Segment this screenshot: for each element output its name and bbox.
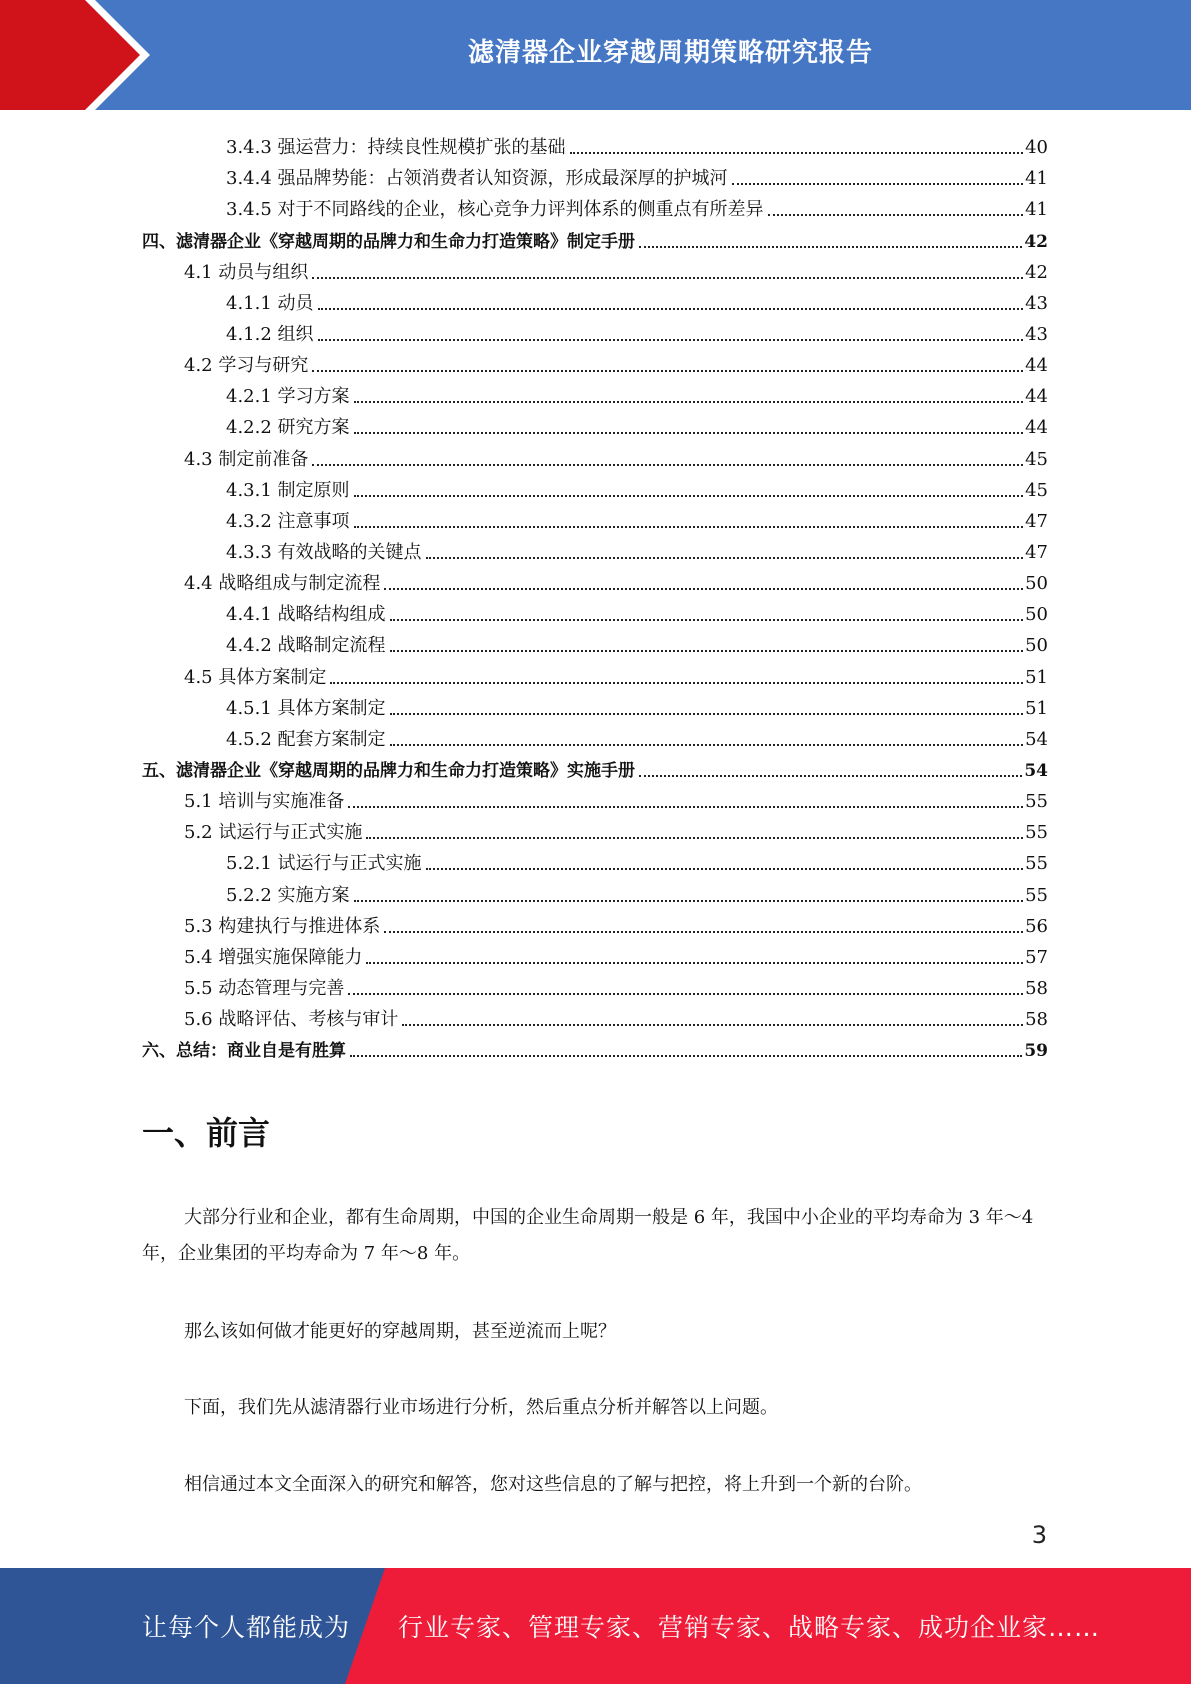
- toc-entry-page: 58: [1025, 1009, 1048, 1031]
- toc-entry[interactable]: [142, 907, 1048, 938]
- toc-entry-page: 42: [1024, 231, 1048, 252]
- toc-entry[interactable]: [142, 315, 1048, 346]
- toc-entry[interactable]: [142, 1000, 1048, 1031]
- header-arrow-decoration: [0, 0, 150, 110]
- toc-entry[interactable]: [142, 128, 1048, 159]
- toc-entry-page: 57: [1025, 946, 1048, 968]
- toc-entry-title: 5.2.2 实施方案: [226, 884, 350, 906]
- toc-dot-leader: [426, 557, 1024, 559]
- toc-entry-title: 4.4.1 战略结构组成: [226, 604, 386, 626]
- toc-dot-leader: [312, 464, 1023, 466]
- toc-entry-title: 3.4.5 对于不同路线的企业，核心竞争力评判体系的侧重点有所差异: [226, 199, 764, 221]
- toc-entry[interactable]: [142, 346, 1048, 377]
- toc-entry-title: 五、滤清器企业《穿越周期的品牌力和生命力打造策略》实施手册: [142, 760, 635, 781]
- toc-entry[interactable]: [142, 253, 1048, 284]
- toc-entry-title: 3.4.3 强运营力：持续良性规模扩张的基础: [226, 137, 566, 159]
- toc-dot-leader: [390, 650, 1024, 652]
- toc-entry-page: 51: [1025, 666, 1048, 688]
- toc-entry-title: 5.5 动态管理与完善: [184, 977, 345, 999]
- toc-dot-leader: [366, 837, 1023, 839]
- toc-entry-title: 六、总结：商业自是有胜算: [142, 1041, 346, 1062]
- toc-entry-title: 4.5.2 配套方案制定: [226, 728, 386, 750]
- toc-entry-page: 43: [1025, 323, 1048, 345]
- toc-entry-page: 55: [1025, 884, 1048, 906]
- toc-entry-page: 41: [1025, 168, 1048, 190]
- toc-entry[interactable]: [142, 969, 1048, 1000]
- toc-dot-leader: [426, 868, 1024, 870]
- toc-entry[interactable]: [142, 533, 1048, 564]
- toc-entry-page: 47: [1025, 541, 1048, 563]
- toc-entry[interactable]: [142, 564, 1048, 595]
- toc-entry-title: 5.2.1 试运行与正式实施: [226, 853, 422, 875]
- toc-entry-page: 59: [1024, 1041, 1048, 1062]
- toc-dot-leader: [639, 246, 1022, 248]
- toc-entry-page: 55: [1025, 791, 1048, 813]
- toc-entry-title: 4.1.2 组织: [226, 323, 314, 345]
- toc-entry[interactable]: [142, 813, 1048, 844]
- toc-dot-leader: [390, 744, 1024, 746]
- toc-entry-title: 4.1 动员与组织: [184, 261, 309, 283]
- paragraph-conclusion: 相信通过本文全面深入的研究和解答，您对这些信息的了解与把控，将上升到一个新的台阶。: [184, 1474, 922, 1495]
- toc-entry-title: 4.5 具体方案制定: [184, 666, 327, 688]
- toc-entry-title: 4.4.2 战略制定流程: [226, 635, 386, 657]
- toc-entry-page: 54: [1025, 728, 1048, 750]
- toc-dot-leader: [354, 432, 1024, 434]
- toc-entry[interactable]: [142, 439, 1048, 470]
- toc-entry[interactable]: [142, 377, 1048, 408]
- toc-dot-leader: [312, 370, 1023, 372]
- toc-entry[interactable]: [142, 782, 1048, 813]
- toc-entry-page: 45: [1025, 479, 1048, 501]
- toc-dot-leader: [639, 775, 1022, 777]
- toc-entry-page: 47: [1025, 510, 1048, 532]
- toc-entry[interactable]: [142, 284, 1048, 315]
- toc-entry-page: 58: [1025, 977, 1048, 999]
- toc-entry-title: 四、滤清器企业《穿越周期的品牌力和生命力打造策略》制定手册: [142, 231, 635, 252]
- toc-dot-leader: [354, 495, 1024, 497]
- toc-dot-leader: [318, 339, 1024, 341]
- toc-entry-page: 55: [1025, 853, 1048, 875]
- toc-entry-title: 4.4 战略组成与制定流程: [184, 573, 381, 595]
- toc-entry[interactable]: [142, 751, 1048, 782]
- toc-dot-leader: [350, 1055, 1022, 1057]
- toc-entry-page: 55: [1025, 822, 1048, 844]
- toc-entry[interactable]: [142, 1031, 1048, 1062]
- toc-entry[interactable]: [142, 689, 1048, 720]
- toc-dot-leader: [348, 993, 1023, 995]
- toc-entry-title: 4.5.1 具体方案制定: [226, 697, 386, 719]
- toc-entry-title: 4.3.1 制定原则: [226, 479, 350, 501]
- toc-entry[interactable]: [142, 190, 1048, 221]
- toc-dot-leader: [312, 277, 1023, 279]
- table-of-contents: [142, 128, 1048, 1062]
- page-footer: [0, 1568, 1191, 1684]
- toc-entry-title: 4.3.2 注意事项: [226, 510, 350, 532]
- toc-entry-page: 41: [1025, 199, 1048, 221]
- toc-entry-page: 42: [1025, 261, 1048, 283]
- toc-entry[interactable]: [142, 471, 1048, 502]
- toc-dot-leader: [768, 214, 1024, 216]
- toc-entry-page: 44: [1025, 355, 1048, 377]
- toc-entry-page: 43: [1025, 292, 1048, 314]
- footer-slogan-left: 让每个人都能成为: [142, 1613, 351, 1642]
- toc-entry[interactable]: [142, 720, 1048, 751]
- toc-entry-title: 4.3.3 有效战略的关键点: [226, 541, 422, 563]
- toc-dot-leader: [354, 900, 1024, 902]
- toc-entry[interactable]: [142, 221, 1048, 252]
- toc-dot-leader: [318, 308, 1024, 310]
- toc-entry[interactable]: [142, 844, 1048, 875]
- footer-slogan-right: 行业专家、管理专家、营销专家、战略专家、成功企业家……: [398, 1613, 1101, 1642]
- page-number: 3: [1031, 1521, 1047, 1549]
- page-header: [0, 0, 1191, 110]
- toc-entry-title: 5.3 构建执行与推进体系: [184, 915, 381, 937]
- toc-entry-page: 44: [1025, 386, 1048, 408]
- toc-entry-page: 44: [1025, 417, 1048, 439]
- toc-entry-page: 50: [1025, 635, 1048, 657]
- toc-entry[interactable]: [142, 159, 1048, 190]
- toc-entry[interactable]: [142, 502, 1048, 533]
- paragraph-intro: 大部分行业和企业，都有生命周期，中国的企业生命周期一般是 6 年，我国中小企业的平均寿命为 3 年～4 年，企业集团的平均寿命为 7 年～8 年。: [142, 1207, 1034, 1264]
- section-title: 一、前言: [142, 1114, 271, 1152]
- paragraph-plan: 下面，我们先从滤清器行业市场进行分析，然后重点分析并解答以上问题。: [184, 1397, 778, 1418]
- toc-entry-title: 5.2 试运行与正式实施: [184, 822, 363, 844]
- toc-entry[interactable]: [142, 875, 1048, 906]
- toc-dot-leader: [384, 588, 1023, 590]
- toc-entry-page: 50: [1025, 573, 1048, 595]
- toc-dot-leader: [354, 401, 1024, 403]
- toc-entry-title: 4.2 学习与研究: [184, 355, 309, 377]
- toc-dot-leader: [348, 806, 1023, 808]
- toc-entry[interactable]: [142, 657, 1048, 688]
- toc-dot-leader: [390, 713, 1024, 715]
- toc-dot-leader: [732, 183, 1024, 185]
- toc-entry-title: 5.1 培训与实施准备: [184, 791, 345, 813]
- document-title: 滤清器企业穿越周期策略研究报告: [467, 37, 873, 68]
- toc-dot-leader: [570, 152, 1024, 154]
- toc-entry-title: 4.2.1 学习方案: [226, 386, 350, 408]
- paragraph-question: 那么该如何做才能更好的穿越周期，甚至逆流而上呢？: [184, 1321, 616, 1342]
- toc-entry-title: 4.2.2 研究方案: [226, 417, 350, 439]
- toc-entry[interactable]: [142, 938, 1048, 969]
- toc-dot-leader: [354, 526, 1024, 528]
- toc-dot-leader: [402, 1024, 1023, 1026]
- toc-entry-title: 4.1.1 动员: [226, 292, 314, 314]
- toc-entry-page: 50: [1025, 604, 1048, 626]
- toc-entry-page: 54: [1024, 760, 1048, 781]
- toc-entry-title: 5.6 战略评估、考核与审计: [184, 1009, 399, 1031]
- toc-entry[interactable]: [142, 408, 1048, 439]
- toc-entry[interactable]: [142, 626, 1048, 657]
- toc-dot-leader: [330, 682, 1023, 684]
- toc-entry-page: 56: [1025, 915, 1048, 937]
- toc-entry-title: 3.4.4 强品牌势能：占领消费者认知资源，形成最深厚的护城河: [226, 168, 728, 190]
- toc-entry[interactable]: [142, 595, 1048, 626]
- toc-entry-page: 51: [1025, 697, 1048, 719]
- toc-dot-leader: [366, 962, 1023, 964]
- toc-entry-title: 5.4 增强实施保障能力: [184, 946, 363, 968]
- toc-entry-title: 4.3 制定前准备: [184, 448, 309, 470]
- toc-dot-leader: [390, 619, 1024, 621]
- toc-dot-leader: [384, 931, 1023, 933]
- toc-entry-page: 45: [1025, 448, 1048, 470]
- toc-entry-page: 40: [1025, 137, 1048, 159]
